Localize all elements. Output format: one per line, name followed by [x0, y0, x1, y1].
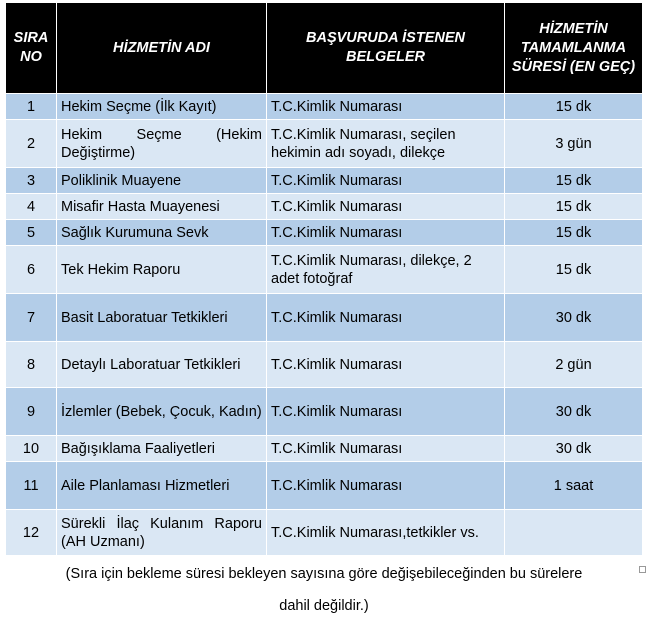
table-row: [6, 294, 643, 342]
row-duration: 1 saat: [505, 462, 643, 510]
row-service: Hekim Seçme (Hekim Değiştirme): [57, 120, 267, 168]
table-row: [6, 194, 643, 220]
row-no: 10: [6, 436, 57, 462]
row-service: Bağışıklama Faaliyetleri: [57, 436, 267, 462]
header-duration: HİZMETİN TAMAMLANMA SÜRESİ (EN GEÇ): [505, 3, 643, 94]
row-service: Basit Laboratuar Tetkikleri: [57, 294, 267, 342]
row-no: 4: [6, 194, 57, 220]
row-docs: T.C.Kimlik Numarası: [267, 462, 505, 510]
row-duration: 30 dk: [505, 388, 643, 436]
row-docs: T.C.Kimlik Numarası: [267, 342, 505, 388]
row-no: 2: [6, 120, 57, 168]
row-service: Misafir Hasta Muayenesi: [57, 194, 267, 220]
row-docs: T.C.Kimlik Numarası: [267, 436, 505, 462]
row-duration: 30 dk: [505, 436, 643, 462]
footnote-line-1: (Sıra için bekleme süresi bekleyen sayısına göre değişebileceğinden bu sürelere: [65, 566, 583, 582]
table-row: [6, 94, 643, 120]
table-row: [6, 388, 643, 436]
row-no: 7: [6, 294, 57, 342]
row-service: Sağlık Kurumuna Sevk: [57, 220, 267, 246]
row-docs: T.C.Kimlik Numarası: [267, 94, 505, 120]
row-docs: T.C.Kimlik Numarası: [267, 220, 505, 246]
row-duration: [505, 510, 643, 556]
row-no: 3: [6, 168, 57, 194]
row-duration: 15 dk: [505, 220, 643, 246]
row-docs: T.C.Kimlik Numarası: [267, 194, 505, 220]
table-row: [6, 436, 643, 462]
footnote-line-2: dahil değildir.): [279, 598, 369, 614]
table-row: [6, 462, 643, 510]
table-row: [6, 168, 643, 194]
row-duration: 15 dk: [505, 168, 643, 194]
row-duration: 3 gün: [505, 120, 643, 168]
table-row: [6, 510, 643, 556]
row-docs: T.C.Kimlik Numarası: [267, 294, 505, 342]
row-service: Hekim Seçme (İlk Kayıt): [57, 94, 267, 120]
table-row: [6, 120, 643, 168]
row-no: 11: [6, 462, 57, 510]
header-docs: BAŞVURUDA İSTENEN BELGELER: [267, 3, 505, 94]
row-service: İzlemler (Bebek, Çocuk, Kadın): [57, 388, 267, 436]
row-no: 12: [6, 510, 57, 556]
row-service: Poliklinik Muayene: [57, 168, 267, 194]
row-docs: T.C.Kimlik Numarası: [267, 388, 505, 436]
row-no: 9: [6, 388, 57, 436]
table-row: [6, 342, 643, 388]
row-service: Tek Hekim Raporu: [57, 246, 267, 294]
table-row: [6, 246, 643, 294]
table-header-row: [6, 3, 643, 94]
row-docs: T.C.Kimlik Numarası,tetkikler vs.: [267, 510, 505, 556]
services-table: [5, 2, 643, 556]
row-docs: T.C.Kimlik Numarası, seçilen hekimin adı soyadı, dilekçe: [267, 120, 505, 168]
table-row: [6, 220, 643, 246]
row-no: 8: [6, 342, 57, 388]
header-no: SIRA NO: [6, 3, 57, 94]
row-service: Aile Planlaması Hizmetleri: [57, 462, 267, 510]
row-duration: 2 gün: [505, 342, 643, 388]
row-no: 1: [6, 94, 57, 120]
row-duration: 15 dk: [505, 94, 643, 120]
row-service: Detaylı Laboratuar Tetkikleri: [57, 342, 267, 388]
row-service: Sürekli İlaç Kulanım Raporu (AH Uzmanı): [57, 510, 267, 556]
header-service: HİZMETİN ADI: [57, 3, 267, 94]
row-no: 6: [6, 246, 57, 294]
row-duration: 30 dk: [505, 294, 643, 342]
row-duration: 15 dk: [505, 194, 643, 220]
row-docs: T.C.Kimlik Numarası, dilekçe, 2 adet fotoğraf: [267, 246, 505, 294]
row-no: 5: [6, 220, 57, 246]
row-docs: T.C.Kimlik Numarası: [267, 168, 505, 194]
row-duration: 15 dk: [505, 246, 643, 294]
paragraph-marker-icon: [639, 566, 646, 573]
